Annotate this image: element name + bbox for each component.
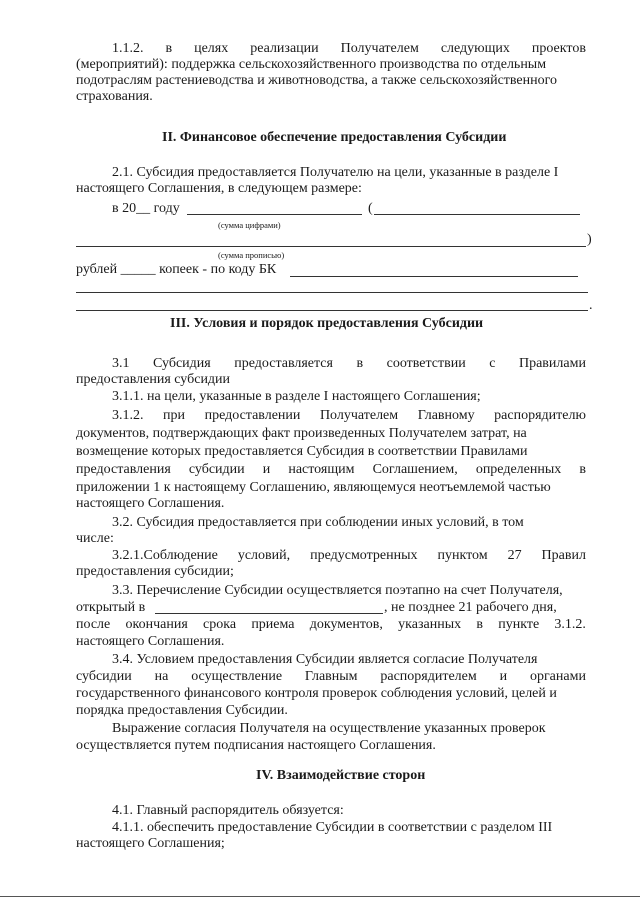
word: Субсидия	[153, 356, 211, 371]
word: реализации	[250, 41, 319, 56]
word: органами	[529, 669, 586, 684]
word: на	[154, 669, 169, 684]
p112-line3: подотраслям растениеводства и животноводства, а также сельскохозяйственного	[76, 73, 558, 88]
p33-line3	[76, 617, 586, 633]
word: и	[262, 462, 271, 477]
blank-line-1	[76, 292, 588, 293]
p312-line4	[76, 462, 586, 478]
word: предоставления	[76, 462, 171, 477]
word: 3.1.2.	[112, 408, 144, 423]
word: после	[76, 617, 111, 632]
word: Получателем	[340, 41, 419, 56]
word: Главным	[304, 669, 358, 684]
p31-line2: предоставления субсидии	[76, 372, 231, 387]
p34-line2	[76, 669, 586, 685]
close-paren: )	[587, 232, 592, 247]
page-bottom-edge	[0, 896, 640, 897]
amount-words-blank	[76, 246, 586, 247]
word: указанных	[398, 617, 462, 632]
word: в	[579, 462, 586, 477]
p35-line2: осуществляется путем подписания настоящего Соглашения.	[76, 738, 436, 753]
word: Правилами	[518, 356, 586, 371]
word: в	[356, 356, 364, 371]
word: пунктом	[437, 548, 488, 563]
section4-heading: IV. Взаимодействие сторон	[256, 768, 426, 783]
word: 3.1	[112, 356, 130, 371]
word: окончания	[125, 617, 188, 632]
caption-words: (сумма прописью)	[218, 250, 285, 260]
word: при	[163, 408, 186, 423]
amount-paren-blank	[374, 214, 580, 215]
word: соответствии	[386, 356, 466, 371]
word: и	[499, 669, 508, 684]
section3-heading: III. Условия и порядок предоставления Субсидии	[170, 316, 484, 331]
word: Главному	[417, 408, 475, 423]
p21-line2: настоящего Соглашения, в следующем размере:	[76, 181, 362, 196]
word: предусмотренных	[310, 548, 418, 563]
section2-heading: II. Финансовое обеспечение предоставления Субсидии	[162, 130, 507, 145]
word: условий,	[237, 548, 291, 563]
p34-line1: 3.4. Условием предоставления Субсидии является согласие Получателя	[112, 652, 538, 667]
word: настоящим	[288, 462, 355, 477]
word: 3.2.1.Соблюдение	[112, 548, 218, 563]
word: пункте	[498, 617, 540, 632]
p33-line2b: , не позднее 21 рабочего дня,	[384, 600, 557, 615]
word: проектов	[531, 41, 586, 56]
amount-digits-blank	[187, 214, 362, 215]
word: целях	[194, 41, 229, 56]
word: Получателем	[319, 408, 399, 423]
word: субсидии	[188, 462, 245, 477]
word: Соглашением,	[372, 462, 458, 477]
word: 27	[507, 548, 522, 563]
word: документов,	[309, 617, 383, 632]
word: приема	[251, 617, 295, 632]
rubles-line: рублей _____ копеек - по коду БК	[76, 262, 277, 277]
p312-line2: документов, подтверждающих факт произведенных Получателем затрат, на	[76, 426, 527, 441]
account-blank	[155, 613, 383, 614]
p41: 4.1. Главный распорядитель обязуется:	[112, 803, 344, 818]
p112-line1	[112, 41, 586, 57]
p31-line1	[112, 356, 586, 372]
p312-line1	[112, 408, 586, 424]
blank-line-2	[76, 310, 588, 311]
p33-line1: 3.3. Перечисление Субсидии осуществляется поэтапно на счет Получателя,	[112, 583, 563, 598]
word: субсидии	[76, 669, 132, 684]
p21-line1: 2.1. Субсидия предоставляется Получателю на цели, указанные в разделе I	[112, 165, 559, 180]
p35-line1: Выражение согласия Получателя на осуществление указанных проверок	[112, 721, 546, 736]
word: предоставлении	[204, 408, 301, 423]
p411-line2: настоящего Соглашения;	[76, 836, 225, 851]
p32-line1: 3.2. Субсидия предоставляется при соблюдении иных условий, в том	[112, 515, 524, 530]
word: следующих	[440, 41, 510, 56]
word: 3.1.2.	[554, 617, 586, 632]
word: 1.1.2.	[112, 41, 144, 56]
p112-line4: страхования.	[76, 89, 153, 104]
p112-line2: (мероприятий): поддержка сельскохозяйственного производства по отдельным	[76, 57, 547, 72]
word: с	[489, 356, 496, 371]
p321-line2: предоставления субсидии;	[76, 564, 234, 579]
year-label: в 20__ году	[112, 201, 180, 216]
p311: 3.1.1. на цели, указанные в разделе I настоящего Соглашения;	[112, 389, 481, 404]
word: срока	[203, 617, 237, 632]
p34-line3: государственного финансового контроля проверок соблюдения условий, целей и	[76, 686, 557, 701]
p34-line4: порядка предоставления Субсидии.	[76, 703, 288, 718]
p312-line5: приложении 1 к настоящему Соглашению, являющемуся неотъемлемой частью	[76, 480, 551, 495]
bk-code-blank	[290, 276, 578, 277]
p312-line6: настоящего Соглашения.	[76, 496, 225, 511]
word: осуществление	[191, 669, 283, 684]
word: определенных	[475, 462, 562, 477]
p312-line3: возмещение которых предоставляется Субсидия в соответствии Правилами	[76, 444, 528, 459]
word: Правил	[541, 548, 586, 563]
p33-line4: настоящего Соглашения.	[76, 634, 225, 649]
period: .	[589, 298, 593, 313]
word: предоставляется	[234, 356, 333, 371]
open-paren: (	[368, 201, 373, 216]
word: распорядителю	[494, 408, 586, 423]
caption-digits: (сумма цифрами)	[218, 220, 281, 230]
p33-line2a: открытый в	[76, 600, 146, 615]
p321-line1	[112, 548, 586, 564]
word: в	[476, 617, 483, 632]
word: распорядителем	[380, 669, 477, 684]
word: в	[165, 41, 173, 56]
p411-line1: 4.1.1. обеспечить предоставление Субсидии в соответствии с разделом III	[112, 820, 553, 835]
p32-line2: числе:	[76, 531, 114, 546]
